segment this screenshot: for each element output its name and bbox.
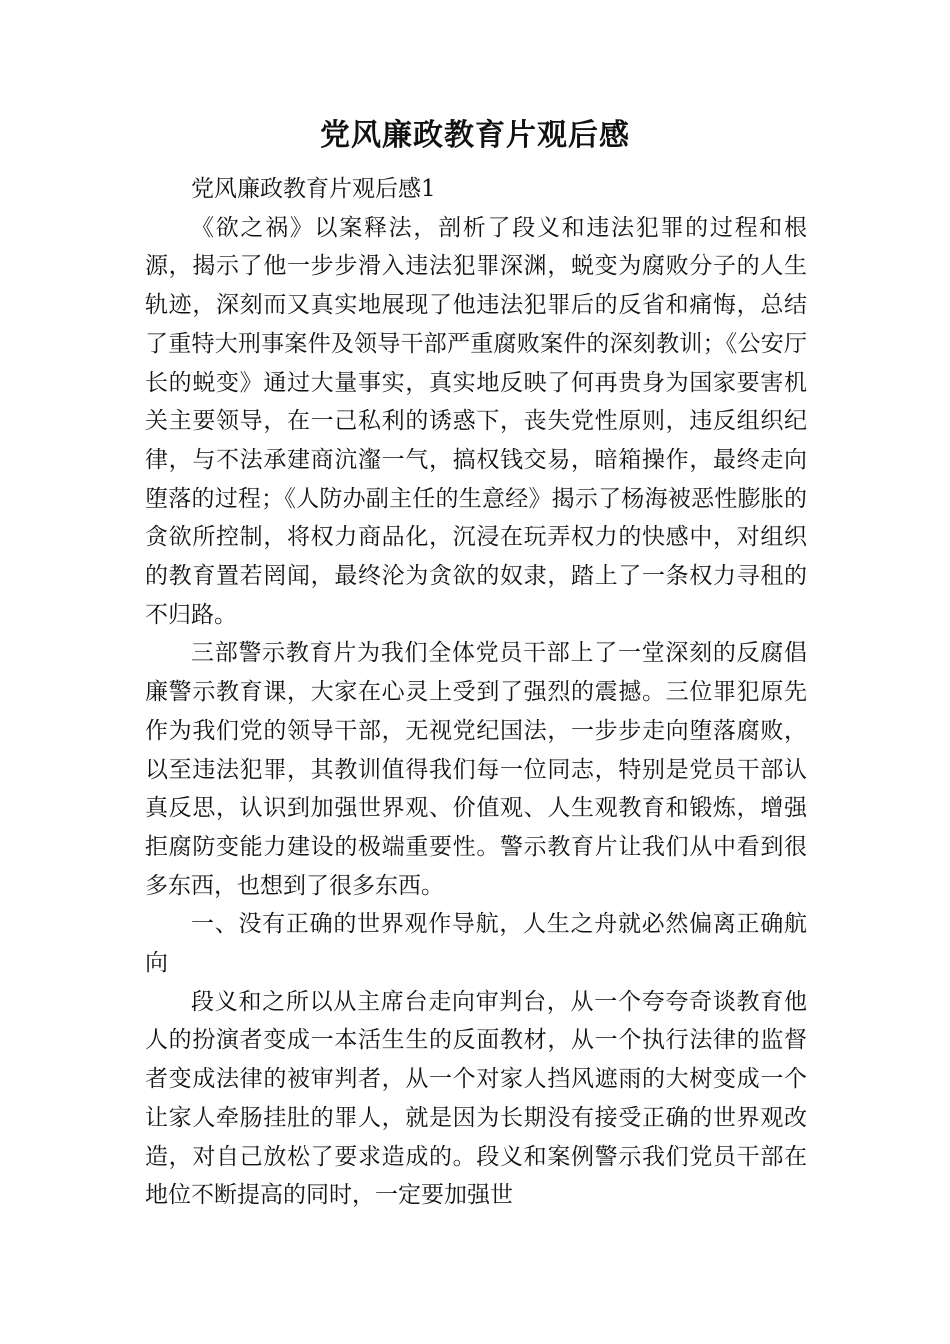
- body-paragraph: 段义和之所以从主席台走向审判台，从一个夸夸奇谈教育他人的扮演者变成一本活生生的反面教材，从一个执行法律的监督者变成法律的被审判者，从一个对家人挡风遮雨的大树变成一个让家人牵肠挂肚的罪人，就是因为长期没有接受正确的世界观改造，对自己放松了要求造成的。段义和案例警示我们党员干部在地位不断提高的同时，一定要加强世: [145, 988, 807, 1209]
- subtitle-paragraph: 党风廉政教育片观后感1: [191, 176, 436, 202]
- body-paragraph: 三部警示教育片为我们全体党员干部上了一堂深刻的反腐倡廉警示教育课，大家在心灵上受到了强烈的震撼。三位罪犯原先作为我们党的领导干部，无视党纪国法，一步步走向堕落腐败，以至违法犯罪，其教训值得我们每一位同志，特别是党员干部认真反思，认识到加强世界观、价值观、人生观教育和锻炼，增强拒腐防变能力建设的极端重要性。警示教育片让我们从中看到很多东西，也想到了很多东西。: [145, 640, 807, 899]
- document-body: [145, 170, 807, 1215]
- body-paragraph: 《欲之祸》以案释法，剖析了段义和违法犯罪的过程和根源，揭示了他一步步滑入违法犯罪深渊，蜕变为腐败分子的人生轨迹，深刻而又真实地展现了他违法犯罪后的反省和痛悔，总结了重特大刑事案件及领导干部严重腐败案件的深刻教训；《公安厅长的蜕变》通过大量事实，真实地反映了何再贵身为国家要害机关主要领导，在一己私利的诱惑下，丧失党性原则，违反组织纪律，与不法承建商沆瀣一气，搞权钱交易，暗箱操作，最终走向堕落的过程；《人防办副主任的生意经》揭示了杨海被恶性膨胀的贪欲所控制，将权力商品化，沉浸在玩弄权力的快感中，对组织的教育置若罔闻，最终沦为贪欲的奴隶，踏上了一条权力寻租的不归路。: [145, 214, 807, 628]
- section-heading: 一、没有正确的世界观作导航，人生之舟就必然偏离正确航向: [145, 911, 807, 977]
- document-title: 党风廉政教育片观后感: [320, 118, 630, 153]
